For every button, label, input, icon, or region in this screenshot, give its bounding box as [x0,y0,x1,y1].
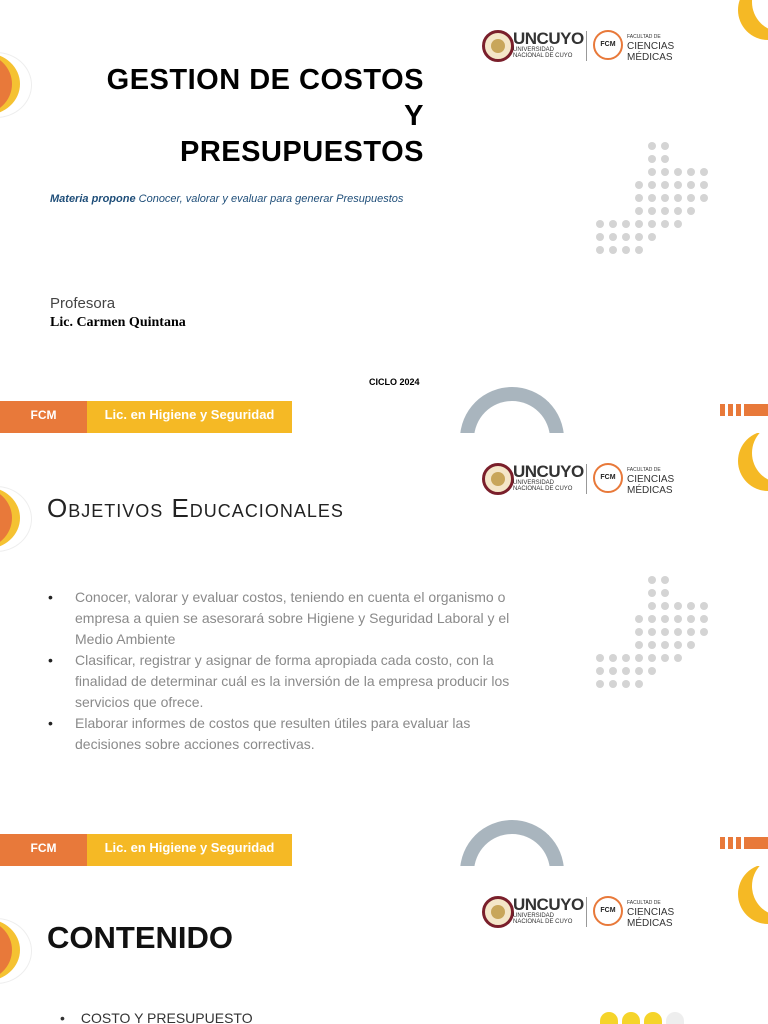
dot [674,194,682,202]
dot [661,220,669,228]
dot [648,641,656,649]
footer-career: Lic. en Higiene y Seguridad [87,401,292,433]
institution-logo [482,896,712,930]
dot [648,168,656,176]
logo-faculty-name: CIENCIAS MÉDICAS [627,41,675,63]
dot [674,615,682,623]
dot [687,181,695,189]
slide-objectives [0,433,768,866]
dot [661,654,669,662]
professor-name: Lic. Carmen Quintana [50,315,186,330]
title-line-1: GESTION DE COSTOS [106,64,424,96]
dot [622,246,630,254]
dot [648,220,656,228]
logo-faculty-prefix: FACULTAD DE [627,900,661,906]
slide-contents [0,866,768,1024]
dot [635,194,643,202]
dot [661,589,669,597]
dot [674,168,682,176]
arc-decoration [460,820,564,866]
logo-university-sub: UNIVERSIDAD NACIONAL DE CUYO [513,913,573,925]
dot [674,628,682,636]
dot [596,667,604,675]
cycle-label: CICLO 2024 [369,377,420,387]
dot [622,654,630,662]
dot [622,667,630,675]
crescent-decoration [0,52,40,116]
dot [648,589,656,597]
dot [674,207,682,215]
dot [687,615,695,623]
dot [687,628,695,636]
dot [596,246,604,254]
dot [687,194,695,202]
university-seal-icon [482,463,514,495]
dot [648,194,656,202]
dot [648,667,656,675]
section-title: CONTENIDO [47,920,233,955]
dot [596,233,604,241]
logo-faculty-prefix: FACULTAD DE [627,34,661,40]
dot [635,615,643,623]
crescent-decoration [0,918,40,982]
dot [635,220,643,228]
dot [609,654,617,662]
crescent-decoration [0,486,40,550]
logo-university: UNCUYO [513,29,584,48]
dot [609,680,617,688]
dot [700,181,708,189]
hard-hat-image [600,1008,710,1024]
dot [596,680,604,688]
dot [687,641,695,649]
dot [622,233,630,241]
dot [635,667,643,675]
dot [635,246,643,254]
dot [596,220,604,228]
dot [661,207,669,215]
objectives-list [48,587,518,755]
dot [635,181,643,189]
dot [648,615,656,623]
dot [661,155,669,163]
dot [674,641,682,649]
list-item: • Clasificar, registrar y asignar de forma apropiada cada costo, con la finalidad de determinar cuál es la inversión de la empresa producir los servicios que ofrece. [48,650,518,713]
title-line-2: Y [404,100,424,132]
dot [635,654,643,662]
dot [648,576,656,584]
dot [700,628,708,636]
dot [687,168,695,176]
dot [661,576,669,584]
logo-university: UNCUYO [513,895,584,914]
logo-faculty-name: CIENCIAS MÉDICAS [627,474,675,496]
dot [635,233,643,241]
dot [674,181,682,189]
dot [609,667,617,675]
list-item: • Conocer, valorar y evaluar costos, teniendo en cuenta el organismo o empresa a quien se asesorará sobre Higiene y Seguridad Laboral y el Medio Ambiente [48,587,518,650]
dot [648,654,656,662]
logo-university: UNCUYO [513,462,584,481]
dot [635,680,643,688]
dot [700,602,708,610]
dot [648,155,656,163]
dot [635,628,643,636]
stripes-decoration [720,404,768,416]
footer-career: Lic. en Higiene y Seguridad [87,834,292,866]
university-seal-icon [482,30,514,62]
dot [648,207,656,215]
dot [674,602,682,610]
dot [648,628,656,636]
footer-fcm: FCM [0,401,87,433]
subtitle-rest: Conocer, valorar y evaluar para generar Presupuestos [135,193,404,205]
dot [635,641,643,649]
dot [609,246,617,254]
subtitle-bold: Materia propone [50,193,136,205]
dot [609,220,617,228]
dot [661,641,669,649]
title-line-3: PRESUPUESTOS [180,136,424,168]
logo-faculty-prefix: FACULTAD DE [627,467,661,473]
professor-label: Profesora [50,295,116,312]
arc-decoration [460,387,564,433]
dot [687,602,695,610]
dot [648,142,656,150]
dot [661,628,669,636]
list-item: • COSTO Y PRESUPUESTO [60,1010,253,1024]
dot [635,207,643,215]
dot [622,680,630,688]
dot [674,654,682,662]
faculty-badge-icon: FCM [593,463,623,493]
faculty-badge-icon: FCM [593,896,623,926]
dot [661,615,669,623]
subtitle [50,193,403,205]
slide-title [0,0,768,433]
dot [700,168,708,176]
dot [648,602,656,610]
dot [687,207,695,215]
dot [648,233,656,241]
dot [661,168,669,176]
list-item: • Elaborar informes de costos que resulten útiles para evaluar las decisiones sobre acciones correctivas. [48,713,518,755]
stripes-decoration [720,837,768,849]
section-title: Objetivos Educacionales [47,493,344,523]
dot [661,602,669,610]
dot [700,194,708,202]
dot [596,654,604,662]
institution-logo [482,30,712,64]
dot [609,233,617,241]
logo-faculty-name: CIENCIAS MÉDICAS [627,907,675,929]
logo-university-sub: UNIVERSIDAD NACIONAL DE CUYO [513,480,573,492]
dot [661,142,669,150]
institution-logo [482,463,712,497]
university-seal-icon [482,896,514,928]
dot [622,220,630,228]
dot [700,615,708,623]
dot [661,194,669,202]
dot [661,181,669,189]
footer-fcm: FCM [0,834,87,866]
logo-university-sub: UNIVERSIDAD NACIONAL DE CUYO [513,47,573,59]
faculty-badge-icon: FCM [593,30,623,60]
dot [674,220,682,228]
dot [648,181,656,189]
